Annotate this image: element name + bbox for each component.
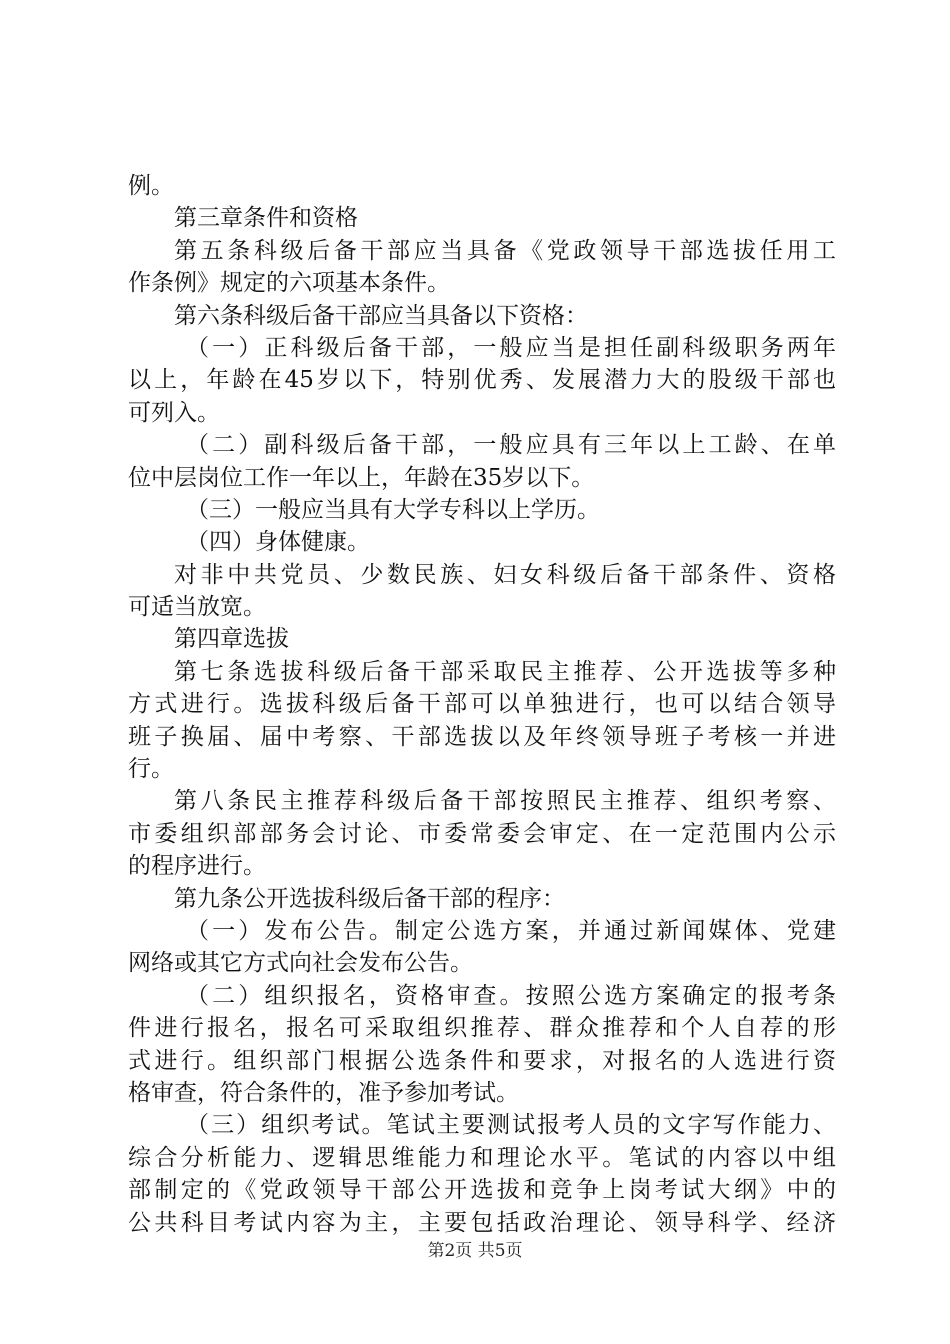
- text-line: 市委组织部部务会讨论、市委常委会审定、在一定范围内公示: [128, 820, 836, 847]
- text-line: 第七条选拔科级后备干部采取民主推荐、公开选拔等多种: [174, 658, 836, 685]
- text-line: 方式进行。选拔科级后备干部可以单独进行，也可以结合领导: [128, 691, 836, 718]
- text-line: 网络或其它方式向社会发布公告。: [128, 950, 473, 977]
- text-line: 件进行报名，报名可采取组织推荐、群众推荐和个人自荐的形: [128, 1015, 836, 1042]
- text-line: 例。: [128, 173, 174, 199]
- text-line: 格审查，符合条件的，准予参加考试。: [128, 1079, 519, 1106]
- text-line: 部制定的《党政领导干部公开选拔和竞争上岗考试大纲》中的: [128, 1177, 836, 1204]
- text-line: 第九条公开选拔科级后备干部的程序：: [174, 885, 565, 912]
- text-line: 式进行。组织部门根据公选条件和要求，对报名的人选进行资: [128, 1047, 836, 1074]
- text-line: 位中层岗位工作一年以上，年龄在35岁以下。: [128, 464, 595, 491]
- text-line: 可适当放宽。: [128, 594, 266, 621]
- text-line: 班子换届、届中考察、干部选拔以及年终领导班子考核一并进: [128, 723, 836, 750]
- text-line: 综合分析能力、逻辑思维能力和理论水平。笔试的内容以中组: [128, 1144, 836, 1171]
- text-line: 第六条科级后备干部应当具备以下资格：: [174, 302, 588, 329]
- text-line: （二）组织报名，资格审查。按照公选方案确定的报考条: [186, 982, 836, 1009]
- text-line: 可列入。: [128, 399, 220, 426]
- text-line: 第三章条件和资格: [174, 205, 358, 232]
- text-line: 作条例》规定的六项基本条件。: [128, 270, 450, 297]
- text-line: 第四章选拔: [174, 626, 289, 653]
- text-line: （三）组织考试。笔试主要测试报考人员的文字写作能力、: [186, 1112, 836, 1139]
- page-footer: 第2页 共5页: [427, 1241, 523, 1261]
- text-line: 行。: [128, 756, 174, 783]
- text-line: （三）一般应当具有大学专科以上学历。: [186, 496, 600, 523]
- text-line: （四）身体健康。: [186, 529, 370, 556]
- text-line: 的程序进行。: [128, 853, 266, 880]
- text-line: （一）发布公告。制定公选方案，并通过新闻媒体、党建: [186, 917, 836, 944]
- document-body: [128, 170, 836, 1239]
- text-line: （二）副科级后备干部，一般应具有三年以上工龄、在单: [186, 432, 836, 459]
- text-line: 对非中共党员、少数民族、妇女科级后备干部条件、资格: [174, 561, 836, 588]
- text-line: 以上，年龄在45岁以下，特别优秀、发展潜力大的股级干部也: [128, 367, 836, 394]
- text-line: 第五条科级后备干部应当具备《党政领导干部选拔任用工: [174, 237, 836, 264]
- text-line: 第八条民主推荐科级后备干部按照民主推荐、组织考察、: [174, 788, 836, 815]
- text-line: 公共科目考试内容为主，主要包括政治理论、领导科学、经济: [128, 1209, 836, 1236]
- text-line: （一）正科级后备干部，一般应当是担任副科级职务两年: [186, 334, 836, 361]
